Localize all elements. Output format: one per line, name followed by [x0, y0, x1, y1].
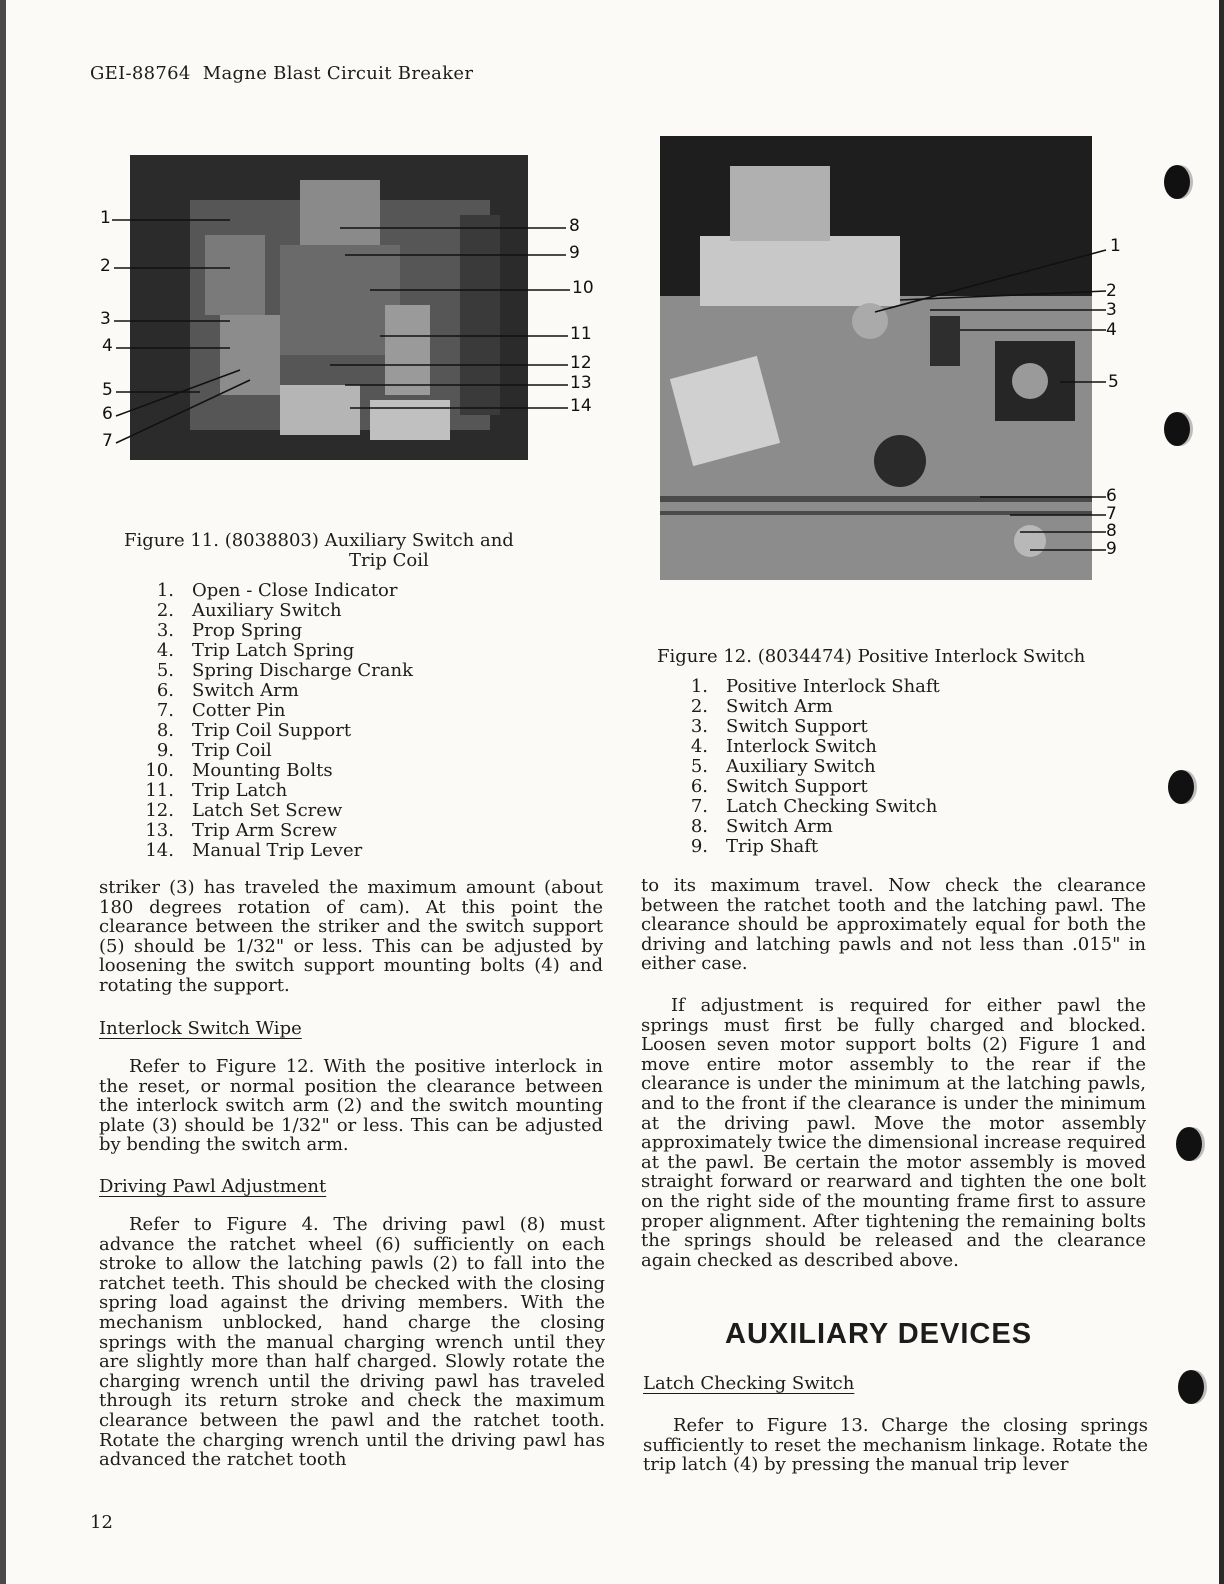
parts-list-label: Auxiliary Switch — [192, 600, 342, 621]
parts-list-number: 10. — [145, 760, 174, 781]
parts-list-label: Auxiliary Switch — [726, 756, 876, 777]
parts-list-label: Interlock Switch — [726, 736, 877, 757]
parts-list-number: 11. — [145, 780, 174, 801]
parts-list-number: 5. — [690, 756, 708, 777]
parts-list-label: Trip Latch — [192, 780, 288, 801]
parts-list-item — [140, 841, 413, 861]
parts-list-label: Trip Arm Screw — [192, 820, 338, 841]
subheading-driving-pawl-adjustment: Driving Pawl Adjustment — [99, 1176, 327, 1197]
parts-list-item — [140, 701, 413, 721]
parts-list-item — [140, 801, 413, 821]
figure-12-callout-1: 1 — [1110, 236, 1121, 256]
parts-list-label: Manual Trip Lever — [192, 840, 363, 861]
parts-list-item — [674, 837, 940, 857]
parts-list-item — [674, 717, 940, 737]
parts-list-item — [140, 761, 413, 781]
parts-list-label: Trip Coil — [192, 740, 272, 761]
figure-11-callout-3: 3 — [100, 309, 111, 329]
figure-11-callout-8: 8 — [569, 216, 580, 236]
page-number: 12 — [90, 1512, 113, 1533]
parts-list-item — [674, 737, 940, 757]
parts-list-number: 5. — [156, 660, 174, 681]
parts-list-label: Switch Support — [726, 776, 868, 797]
figure-11-callout-13: 13 — [570, 373, 592, 393]
parts-list-item — [140, 621, 413, 641]
figure-11-callout-10: 10 — [572, 278, 594, 298]
parts-list-number: 4. — [156, 640, 174, 661]
parts-list-label: Switch Arm — [726, 696, 833, 717]
figure-12-callout-3: 3 — [1106, 300, 1117, 320]
left-column-para-1: striker (3) has traveled the maximum amount (about 180 degrees rotation of cam). At this point the clearance between the striker and the switch support (5) should be 1/32" or less. This can be adjusted by loosening the switch support mounting bolts (4) and rotating the support. — [99, 877, 603, 996]
parts-list-number: 9. — [156, 740, 174, 761]
parts-list-number: 7. — [690, 796, 708, 817]
figure-11-caption — [124, 531, 564, 571]
parts-list-item — [674, 797, 940, 817]
parts-list-number: 7. — [156, 700, 174, 721]
parts-list-label: Switch Arm — [726, 816, 833, 837]
parts-list-number: 1. — [690, 676, 708, 697]
parts-list-item — [674, 677, 940, 697]
right-column-para-2: If adjustment is required for either pawl the springs must first be fully charged and blocked. Loosen seven motor support bolts (2) Figure 1 and move entire motor assembly to the rear if the clearance is under the minimum at the latching pawls, and to the front if the clearance is under the minimum at the driving pawl. Move the motor assembly approximately twice the dimensional increase required at the pawl. Be certain the motor assembly is moved straight forward or rearward and tighten the one bolt on the right side of the mounting frame first to assure proper alignment. After tightening the remaining bolts the springs should be released and the clearance again checked as described above. — [641, 995, 1146, 1271]
figure-11-callout-2: 2 — [100, 256, 111, 276]
parts-list-number: 2. — [156, 600, 174, 621]
parts-list-label: Open - Close Indicator — [192, 580, 398, 601]
parts-list-item — [140, 721, 413, 741]
figure-12-callout-9: 9 — [1106, 539, 1117, 559]
parts-list-item — [674, 757, 940, 777]
parts-list-item — [140, 581, 413, 601]
parts-list-label: Switch Arm — [192, 680, 299, 701]
parts-list-number: 9. — [690, 836, 708, 857]
parts-list-label: Switch Support — [726, 716, 868, 737]
doc-title: Magne Blast Circuit Breaker — [202, 63, 474, 84]
parts-list-item — [140, 641, 413, 661]
parts-list-item — [674, 697, 940, 717]
parts-list-item — [140, 781, 413, 801]
left-column-para-3: Refer to Figure 4. The driving pawl (8) must advance the ratchet wheel (6) sufficiently on each stroke to allow the latching pawls (2) to fall into the ratchet teeth. This should be checked with the closing spring load against the driving members. With the mechanism unblocked, hand charge the closing springs with the manual charging wrench until they are slightly more than half charged. Slowly rotate the charging wrench until the driving pawl has traveled through its return stroke and check the maximum clearance between the pawl and the ratchet tooth. Rotate the charging wrench until the driving pawl has advanced the ratchet tooth — [99, 1214, 605, 1471]
parts-list-number: 8. — [156, 720, 174, 741]
subheading-interlock-switch-wipe: Interlock Switch Wipe — [99, 1018, 302, 1039]
parts-list-label: Spring Discharge Crank — [192, 660, 413, 681]
parts-list-item — [140, 661, 413, 681]
parts-list-number: 6. — [156, 680, 174, 701]
parts-list-item — [140, 681, 413, 701]
parts-list-number: 13. — [145, 820, 174, 841]
parts-list-number: 1. — [156, 580, 174, 601]
parts-list-label: Trip Shaft — [726, 836, 819, 857]
parts-list-number: 12. — [145, 800, 174, 821]
figure-12-caption: Figure 12. (8034474) Positive Interlock Switch — [657, 646, 1086, 667]
parts-list-label: Trip Latch Spring — [192, 640, 355, 661]
figure-11-callout-5: 5 — [102, 380, 113, 400]
parts-list-number: 4. — [690, 736, 708, 757]
figure-12-callout-5: 5 — [1108, 372, 1119, 392]
figure-11-caption-line2: Trip Coil — [349, 550, 429, 571]
parts-list-label: Mounting Bolts — [192, 760, 333, 781]
parts-list-item — [140, 821, 413, 841]
parts-list-number: 8. — [690, 816, 708, 837]
figure-11-callout-1: 1 — [100, 208, 111, 228]
figure-11-callout-12: 12 — [570, 353, 592, 373]
parts-list-number: 3. — [690, 716, 708, 737]
figure-12-callout-2: 2 — [1106, 281, 1117, 301]
figure-11-callout-9: 9 — [569, 243, 580, 263]
parts-list-item — [140, 601, 413, 621]
parts-list-label: Trip Coil Support — [192, 720, 352, 741]
parts-list-number: 3. — [156, 620, 174, 641]
figure-12-callout-4: 4 — [1106, 320, 1117, 340]
figure-11-caption-line1: Figure 11. (8038803) Auxiliary Switch and — [124, 530, 514, 551]
parts-list-item — [674, 777, 940, 797]
figure-12-callout-7: 7 — [1106, 504, 1117, 524]
parts-list-label: Latch Set Screw — [192, 800, 343, 821]
figure-11-callout-14: 14 — [570, 396, 592, 416]
doc-id: GEI-88764 — [90, 63, 191, 84]
parts-list-label: Cotter Pin — [192, 700, 286, 721]
figure-12-parts-list — [674, 677, 940, 857]
figure-11-callout-6: 6 — [102, 404, 113, 424]
parts-list-label: Latch Checking Switch — [726, 796, 938, 817]
parts-list-item — [674, 817, 940, 837]
parts-list-number: 14. — [145, 840, 174, 861]
section-title-auxiliary-devices: AUXILIARY DEVICES — [725, 1318, 1033, 1350]
parts-list-number: 2. — [690, 696, 708, 717]
parts-list-item — [140, 741, 413, 761]
figure-12-callout-8: 8 — [1106, 521, 1117, 541]
left-column-para-2: Refer to Figure 12. With the positive interlock in the reset, or normal position the clearance between the interlock switch arm (2) and the switch mounting plate (3) should be 1/32" or less. This can be adjusted by bending the switch arm. — [99, 1056, 603, 1156]
right-column-para-3: Refer to Figure 13. Charge the closing springs sufficiently to reset the mechanism linkage. Rotate the trip latch (4) by pressing the manual trip lever — [643, 1415, 1148, 1476]
figure-11-callout-11: 11 — [570, 324, 592, 344]
figure-11-callout-4: 4 — [102, 336, 113, 356]
parts-list-label: Prop Spring — [192, 620, 303, 641]
figure-11-parts-list — [140, 581, 413, 861]
right-column-para-1: to its maximum travel. Now check the clearance between the ratchet tooth and the latching pawl. The clearance should be approximately equal for both the driving and latching pawls and not less than .015" in either case. — [641, 875, 1146, 975]
figure-12-callout-6: 6 — [1106, 486, 1117, 506]
figure-11-callout-7: 7 — [102, 431, 113, 451]
parts-list-label: Positive Interlock Shaft — [726, 676, 940, 697]
parts-list-number: 6. — [690, 776, 708, 797]
subheading-latch-checking-switch: Latch Checking Switch — [643, 1373, 855, 1394]
